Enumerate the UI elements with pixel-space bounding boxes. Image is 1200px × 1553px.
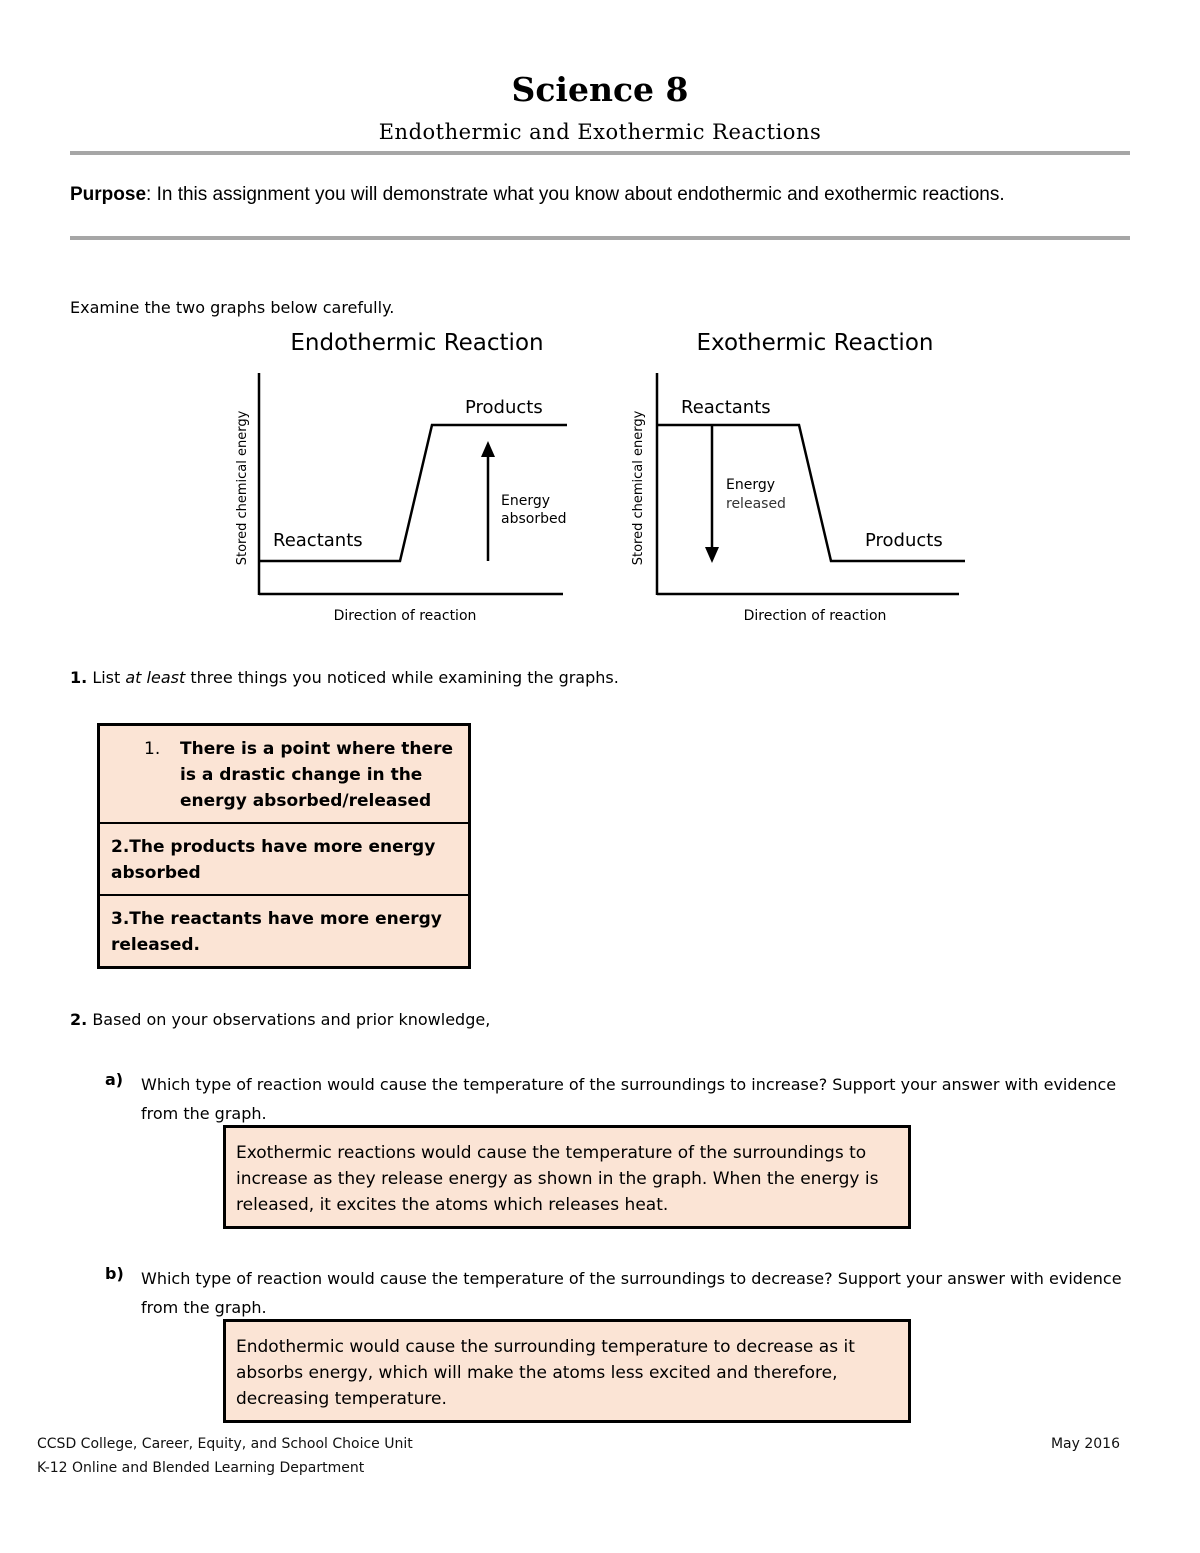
exo-products-label: Products bbox=[865, 530, 943, 551]
exo-arrow-head-down-icon bbox=[705, 547, 719, 563]
exo-reactants-label: Reactants bbox=[681, 397, 771, 418]
q2a-letter: a) bbox=[105, 1070, 124, 1089]
purpose-text: : In this assignment you will demonstrate what you know about endothermic and exothermic reactions. bbox=[146, 184, 1005, 205]
q2b-question: Which type of reaction would cause the temperature of the surroundings to decrease? Support your answer with evidence from the graph. bbox=[141, 1269, 1122, 1317]
question-1 bbox=[70, 668, 619, 687]
page-title: Science 8 bbox=[511, 70, 689, 109]
footer-date: May 2016 bbox=[1050, 1436, 1120, 1452]
exo-x-label: Direction of reaction bbox=[743, 608, 887, 624]
q1-answer-1[interactable] bbox=[100, 726, 468, 824]
q2-number: 2. bbox=[70, 1010, 88, 1029]
endo-reactants-label: Reactants bbox=[273, 530, 363, 551]
footer-line-1: CCSD College, Career, Equity, and School Choice Unit bbox=[37, 1436, 413, 1452]
exothermic-chart bbox=[631, 330, 965, 624]
page-subtitle: Endothermic and Exothermic Reactions bbox=[378, 120, 822, 144]
endo-products-label: Products bbox=[465, 397, 543, 418]
intro-text: Examine the two graphs below carefully. bbox=[70, 298, 395, 317]
endo-arrow-label-2: absorbed bbox=[501, 511, 567, 527]
q2a-question: Which type of reaction would cause the temperature of the surroundings to increase? Support your answer with evidence from the graph. bbox=[141, 1075, 1117, 1123]
q1-text-emph: at least bbox=[125, 668, 186, 687]
q1-text-before: List bbox=[92, 668, 126, 687]
purpose-divider bbox=[70, 236, 1130, 240]
q1-number: 1. bbox=[70, 668, 88, 687]
q2-text: Based on your observations and prior knowledge, bbox=[92, 1010, 491, 1029]
endo-arrow-head-up-icon bbox=[481, 441, 495, 457]
q2b-answer-box[interactable] bbox=[223, 1319, 911, 1423]
q1-answer-2[interactable]: 2.The products have more energy absorbed bbox=[100, 824, 468, 896]
purpose-statement bbox=[70, 180, 1130, 209]
q2b-answer-text: Endothermic would cause the surrounding temperature to decrease as it absorbs energy, which will make the atoms less excited and therefore, decreasing temperature. bbox=[236, 1337, 855, 1409]
endo-y-label: Stored chemical energy bbox=[235, 410, 250, 566]
q2a-answer-text: Exothermic reactions would cause the temperature of the surroundings to increase as they release energy as shown in the graph. When the energy is released, it excites the atoms which releases heat. bbox=[236, 1143, 879, 1215]
reaction-graphs bbox=[225, 320, 985, 630]
footer-line-2: K-12 Online and Blended Learning Department bbox=[37, 1460, 365, 1476]
q1-answer-table[interactable] bbox=[97, 723, 471, 969]
header-divider bbox=[70, 151, 1130, 155]
exo-arrow-label-1: Energy bbox=[726, 477, 776, 493]
q1-answer-1-text: There is a point where there is a drastic change in the energy absorbed/released bbox=[180, 739, 453, 811]
q1-answer-3[interactable]: 3.The reactants have more energy released. bbox=[111, 909, 442, 955]
purpose-label: Purpose bbox=[70, 184, 147, 205]
endo-title: Endothermic Reaction bbox=[290, 330, 544, 356]
q1-answer-1-number: 1. bbox=[144, 739, 161, 759]
endo-x-label: Direction of reaction bbox=[333, 608, 477, 624]
question-2 bbox=[70, 1010, 490, 1029]
exo-y-label: Stored chemical energy bbox=[631, 410, 646, 566]
q2b-letter: b) bbox=[105, 1264, 124, 1283]
q1-text-after: three things you noticed while examining the graphs. bbox=[185, 668, 619, 687]
exo-arrow-label-2: released bbox=[726, 496, 786, 512]
q2a-answer-box[interactable] bbox=[223, 1125, 911, 1229]
exo-title: Exothermic Reaction bbox=[696, 330, 934, 356]
endo-arrow-label-1: Energy bbox=[501, 493, 551, 509]
endothermic-chart bbox=[235, 330, 567, 624]
